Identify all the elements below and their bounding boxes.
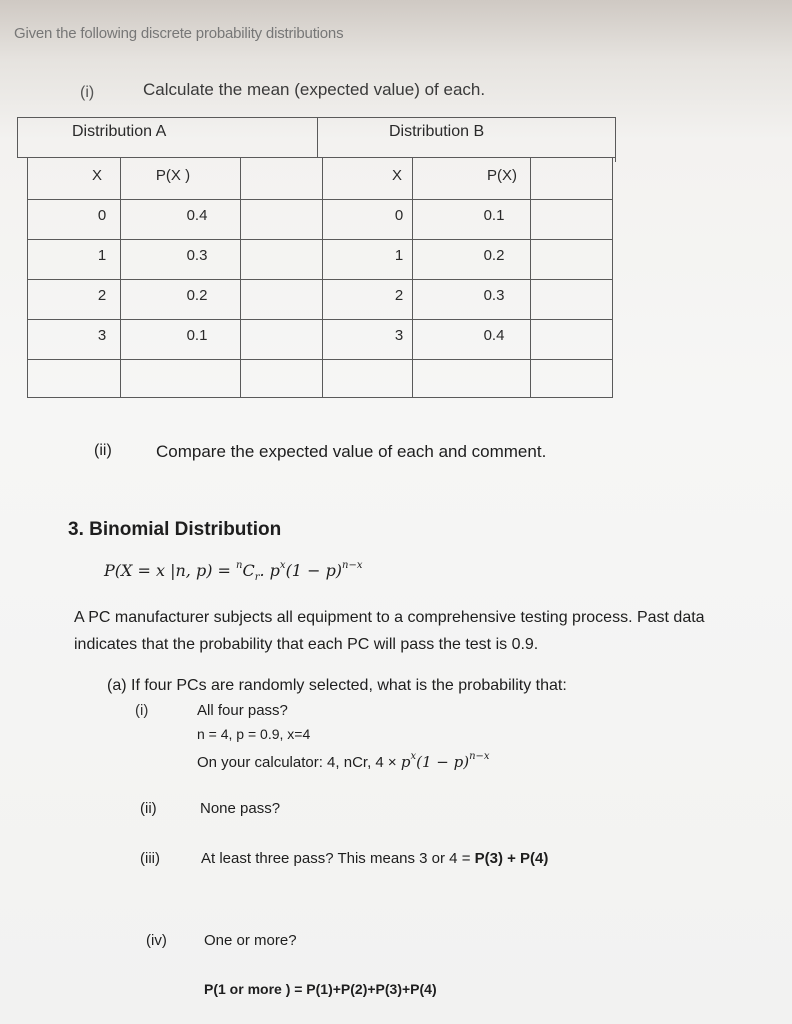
table-cell-b-p: 0.4 xyxy=(483,327,505,344)
subquestion-text: All four pass? xyxy=(197,702,288,719)
table-cell-b-x: 2 xyxy=(394,287,404,304)
question-text: Calculate the mean (expected value) of each. xyxy=(143,80,486,99)
calc-formula xyxy=(401,753,490,771)
table-cell-b-x: 3 xyxy=(394,327,404,344)
question-number: (ii) xyxy=(94,442,112,459)
page-heading: Given the following discrete probability distributions xyxy=(14,25,344,42)
calc-p: p xyxy=(400,753,411,771)
subquestion-text: One or more? xyxy=(204,932,297,949)
calc-prefix: On your calculator: 4, nCr, 4 × xyxy=(197,754,401,771)
column-header-x-b: X xyxy=(391,167,402,184)
column-header-px-b: P(X) xyxy=(487,167,517,184)
question-number: (i) xyxy=(80,84,95,101)
table-cell-a-x: 3 xyxy=(97,327,107,344)
section-title: 3. Binomial Distribution xyxy=(68,519,282,540)
column-header-x-a: X xyxy=(91,167,102,184)
table-cell-a-x: 0 xyxy=(97,207,107,224)
table-cell-a-p: 0.1 xyxy=(186,327,208,344)
formula-c: C xyxy=(242,561,255,580)
problem-paragraph-line: A PC manufacturer subjects all equipment to a comprehensive testing process. Past data xyxy=(74,609,705,626)
distribution-a-header: Distribution A xyxy=(72,123,167,140)
table-cell-a-x: 1 xyxy=(97,247,107,264)
distribution-b-header: Distribution B xyxy=(389,123,485,140)
question-text: Compare the expected value of each and comment. xyxy=(156,442,547,461)
formula-sup-nx: n−x xyxy=(342,560,363,571)
table-cell-a-x: 2 xyxy=(97,287,107,304)
table-cell-a-p: 0.3 xyxy=(186,247,208,264)
calc-sup-x: x xyxy=(410,751,417,762)
subquestion-text-bold: P(3) + P(4) xyxy=(474,850,549,867)
table-cell-a-p: 0.4 xyxy=(186,207,208,224)
table-cell-a-p: 0.2 xyxy=(186,287,208,304)
formula-tail: (1 − p) xyxy=(285,561,343,580)
subquestion-number: (ii) xyxy=(140,800,157,817)
given-values: n = 4, p = 0.9, x=4 xyxy=(197,726,311,742)
subquestion-text xyxy=(201,850,548,867)
subquestion-number: (i) xyxy=(135,702,149,719)
table-cell-b-p: 0.2 xyxy=(483,247,505,264)
question-a-text: (a) If four PCs are randomly selected, what is the probability that: xyxy=(107,677,567,694)
probability-sum-expression: P(1 or more ) = P(1)+P(2)+P(3)+P(4) xyxy=(204,981,437,997)
calc-sup-nx: n−x xyxy=(469,751,490,762)
formula-lhs: P(X = x |n, p) = xyxy=(104,561,237,580)
table-cell-b-x: 1 xyxy=(394,247,404,264)
table-cell-b-p: 0.3 xyxy=(483,287,505,304)
subquestion-number: (iii) xyxy=(140,850,160,867)
table-cell-b-p: 0.1 xyxy=(483,207,505,224)
binomial-formula xyxy=(104,560,363,583)
subquestion-text-prefix: At least three pass? This means 3 or 4 = xyxy=(201,850,475,867)
distribution-table xyxy=(17,117,616,398)
subquestion-text: None pass? xyxy=(200,800,281,817)
column-header-px-a: P(X ) xyxy=(155,167,191,184)
formula-p: . p xyxy=(259,561,280,580)
formula-sup-n: n xyxy=(236,560,243,571)
table-cell-b-x: 0 xyxy=(394,207,404,224)
formula-sub-r: r xyxy=(254,572,260,584)
subquestion-number: (iv) xyxy=(146,932,167,949)
problem-paragraph-line: indicates that the probability that each PC will pass the test is 0.9. xyxy=(74,636,539,653)
calculator-instruction xyxy=(197,751,490,771)
calc-tail: (1 − p) xyxy=(416,753,470,771)
formula-sup-x: x xyxy=(279,560,286,571)
